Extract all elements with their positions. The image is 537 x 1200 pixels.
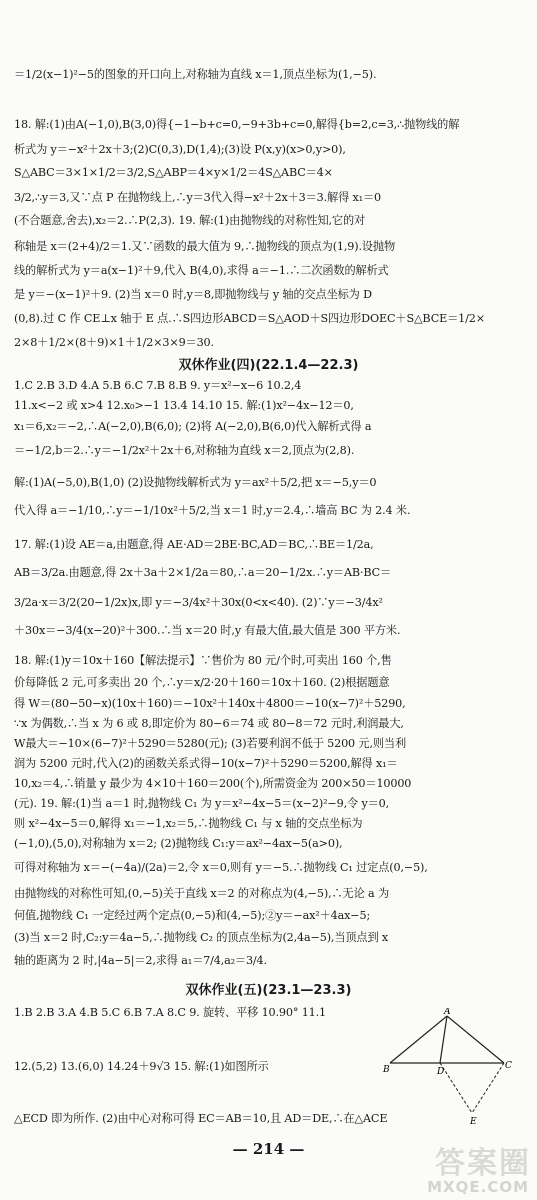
text-line: 何值,抛物线 C₁ 一定经过两个定点(0,−5)和(4,−5);②y＝−ax²＋4ax−5; — [14, 909, 371, 922]
text-line: 3/2,∴y＝3,又∵点 P 在抛物线上,∴y＝3代入得−x²＋2x＋3＝3.解得 x₁＝0 — [14, 191, 382, 204]
figure-label-a: A — [444, 1008, 451, 1017]
text-line: 轴的距离为 2 时,|4a−5|＝2,求得 a₁＝7/4,a₂＝3/4. — [14, 954, 267, 967]
text-line: 3/2a·x＝3/2(20−1/2x)x,即 y＝−3/4x²＋30x(0<x<40). (2)∵y＝−3/4x² — [14, 596, 383, 609]
text-line: 可得对称轴为 x＝−(−4a)/(2a)＝2,令 x＝0,则有 y＝−5.∴抛物线 C₁ 过定点(0,−5), — [14, 861, 428, 874]
text-line: S△ABC＝3×1×1/2＝3/2,S△ABP＝4×y×1/2＝4S△ABC＝4× — [14, 166, 333, 179]
text-line: 18. 解:(1)由A(−1,0),B(3,0)得{−1−b+c=0,−9+3b+c=0,解得{b=2,c=3,∴抛物线的解 — [14, 118, 460, 131]
triangle-figure — [382, 1008, 512, 1128]
text-line: x₁＝6,x₂＝−2,∴A(−2,0),B(6,0); (2)将 A(−2,0),B(6,0)代入解析式得 a — [14, 420, 372, 433]
text-line: 得 W＝(80−50−x)(10x＋160)＝−10x²＋140x＋4800＝−10(x−7)²＋5290, — [14, 697, 406, 710]
text-line: 1.B 2.B 3.A 4.B 5.C 6.B 7.A 8.C 9. 旋转、平移 10.90° 11.1 — [14, 1006, 327, 1019]
section-title-5: 双休作业(五)(23.1—23.3) — [185, 983, 352, 998]
text-line: ＋30x＝−3/4(x−20)²＋300.∴当 x＝20 时,y 有最大值,最大值是 300 平方米. — [14, 624, 401, 637]
text-line: 则 x²−4x−5＝0,解得 x₁＝−1,x₂＝5,∴抛物线 C₁ 与 x 轴的交点坐标为 — [14, 817, 363, 830]
text-line: 2×8＋1/2×(8＋9)×1＋1/2×3×9＝30. — [14, 336, 214, 349]
text-line: 是 y＝−(x−1)²＋9. (2)当 x＝0 时,y＝8,即抛物线与 y 轴的交点坐标为 D — [14, 288, 372, 301]
text-line: (元). 19. 解:(1)当 a＝1 时,抛物线 C₁ 为 y＝x²−4x−5＝(x−2)²−9,令 y＝0, — [14, 797, 390, 810]
text-line: (3)当 x＝2 时,C₂:y＝4a−5,∴抛物线 C₂ 的顶点坐标为(2,4a−5),当顶点到 x — [14, 931, 389, 944]
page-number: — 214 — — [232, 1140, 305, 1158]
text-line: 线的解析式为 y＝a(x−1)²＋9,代入 B(4,0),求得 a＝−1.∴二次函数的解析式 — [14, 264, 389, 277]
figure-label-b: B — [383, 1065, 390, 1075]
figure-label-d: D — [437, 1067, 445, 1077]
text-line: ＝1/2(x−1)²−5的图象的开口向上,对称轴为直线 x＝1,顶点坐标为(1,−5). — [14, 68, 377, 81]
text-line: ∵x 为偶数,∴当 x 为 6 或 8,即定价为 80−6＝74 或 80−8＝72 元时,利润最大, — [14, 717, 404, 730]
text-line: ＝−1/2,b＝2.∴y＝−1/2x²＋2x＋6,对称轴为直线 x＝2,顶点为(2,8). — [14, 444, 355, 457]
text-line: 10,x₂＝4,∴销量 y 最少为 4×10＋160＝200(个),所需资金为 200×50＝10000 — [14, 777, 412, 790]
text-line: 12.(5,2) 13.(6,0) 14.24＋9√3 15. 解:(1)如图所示 — [14, 1060, 269, 1073]
text-line: 解:(1)A(−5,0),B(1,0) (2)设抛物线解析式为 y＝ax²＋5/2,把 x＝−5,y＝0 — [14, 476, 377, 489]
text-line: 价每降低 2 元,可多卖出 20 个,∴y＝x/2·20＋160＝10x＋160. (2)根据题意 — [14, 676, 390, 689]
watermark-url: MXQE.COM — [427, 1178, 529, 1196]
text-line: 17. 解:(1)设 AE＝a,由题意,得 AE·AD＝2BE·BC,AD＝BC,∴BE＝1/2a, — [14, 538, 374, 551]
text-line: 由抛物线的对称性可知,(0,−5)关于直线 x＝2 的对称点为(4,−5),∴无论 a 为 — [14, 887, 389, 900]
section-title-4: 双休作业(四)(22.1.4—22.3) — [178, 358, 359, 373]
text-line: (−1,0),(5,0),对称轴为 x＝2; (2)抛物线 C₁:y＝ax²−4ax−5(a>0), — [14, 837, 343, 850]
text-line: △ECD 即为所作. (2)由中心对称可得 EC＝AB＝10,且 AD＝DE,∴在△ACE — [14, 1112, 388, 1125]
watermark-logo — [381, 1138, 531, 1196]
text-line: 11.x<−2 或 x>4 12.x₀>−1 13.4 14.10 15. 解:(1)x²−4x−12＝0, — [14, 399, 354, 412]
watermark-text: 答案圈 — [435, 1146, 531, 1181]
text-line: 析式为 y＝−x²＋2x＋3;(2)C(0,3),D(1,4);(3)设 P(x,y)(x>0,y>0), — [14, 143, 346, 156]
text-line: 18. 解:(1)y＝10x＋160【解法提示】∵售价为 80 元/个时,可卖出 160 个,售 — [14, 654, 392, 667]
figure-label-e: E — [470, 1117, 477, 1127]
figure-label-c: C — [505, 1061, 512, 1071]
text-line: (不合题意,舍去),x₂＝2.∴P(2,3). 19. 解:(1)由抛物线的对称性知,它的对 — [14, 214, 366, 227]
text-line: AB＝3/2a.由题意,得 2x＋3a＋2×1/2a＝80,∴a＝20−1/2x.∴y＝AB·BC＝ — [14, 566, 392, 579]
text-line: 润为 5200 元时,代入(2)的函数关系式得−10(x−7)²＋5290＝5200,解得 x₁＝ — [14, 757, 398, 770]
text-line: (0,8).过 C 作 CE⊥x 轴于 E 点.∴S四边形ABCD＝S△AOD＋S四边形DOEC＋S△BCE＝1/2× — [14, 312, 485, 325]
text-line: 代入得 a＝−1/10,∴y＝−1/10x²＋5/2,当 x＝1 时,y＝2.4,∴墙高 BC 为 2.4 米. — [14, 504, 411, 517]
text-line: W最大＝−10×(6−7)²＋5290＝5280(元); (3)若要利润不低于 5200 元,则当利 — [14, 737, 406, 750]
text-line: 1.C 2.B 3.D 4.A 5.B 6.C 7.B 8.B 9. y＝x²−x−6 10.2,4 — [14, 379, 302, 392]
text-line: 称轴是 x＝(2+4)/2＝1.又∵函数的最大值为 9,∴抛物线的顶点为(1,9).设抛物 — [14, 240, 396, 253]
